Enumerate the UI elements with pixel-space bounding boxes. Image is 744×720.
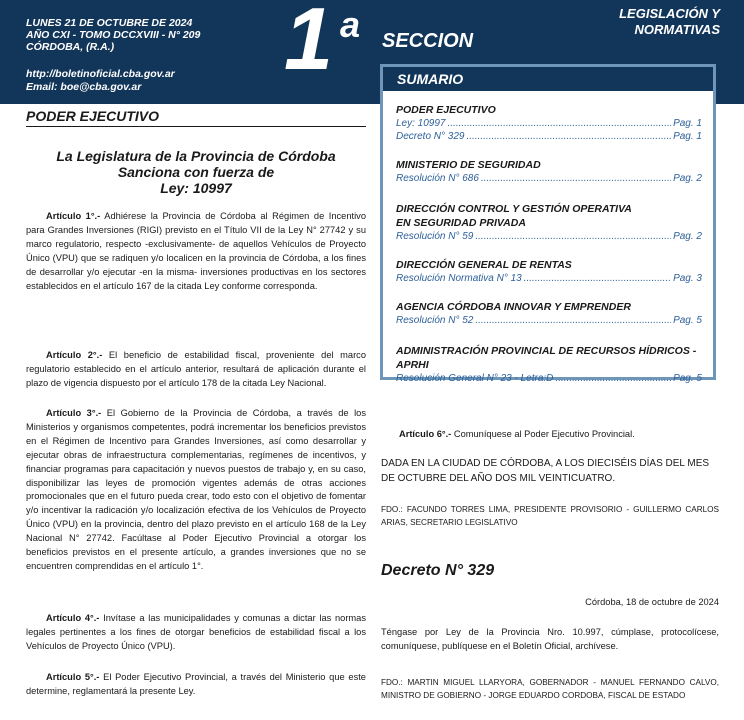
summary-section-heading: EN SEGURIDAD PRIVADA xyxy=(396,217,526,229)
dot-leader xyxy=(555,372,671,385)
summary-entry-page[interactable]: Pag. 1 xyxy=(673,118,702,129)
summary-entry[interactable] xyxy=(396,117,702,130)
summary-section xyxy=(396,300,702,327)
summary-section-heading: PODER EJECUTIVO xyxy=(396,104,496,116)
article-label: Artículo 6°.- xyxy=(399,429,452,439)
summary-entry-page[interactable]: Pag. 2 xyxy=(673,173,702,184)
article-text: El beneficio de estabilidad fiscal, proveniente del marco regulatorio establecido en el artículo anterior, resultará de aplicación durante el plazo de vigencia dispuesto por el artículo 178 de la citada Ley Nacional. xyxy=(26,350,366,388)
category-label xyxy=(520,6,720,38)
contact-links xyxy=(26,68,175,94)
decreto-text: Téngase por Ley de la Provincia Nro. 10.997, cúmplase, protocolícese, comuníquese, publíquese en el Boletín Oficial, archívese. xyxy=(381,627,719,651)
dot-leader xyxy=(481,172,671,185)
summary-section xyxy=(396,158,702,185)
summary-section-heading: DIRECCIÓN CONTROL Y GESTIÓN OPERATIVA xyxy=(396,203,632,215)
summary-section xyxy=(396,344,702,385)
summary-section xyxy=(396,258,702,285)
dot-leader xyxy=(475,314,671,327)
edition-city: CÓRDOBA, (R.A.) xyxy=(26,41,115,53)
summary-section xyxy=(396,202,702,243)
article-text: Invítase a las municipalidades y comunas a dictar las normas legales pertinentes a los fines de otorgar beneficios de estabilidad fiscal a los Vehículos de Proyecto Único (VPU). xyxy=(26,613,366,651)
summary-section-heading: MINISTERIO DE SEGURIDAD xyxy=(396,159,541,171)
summary-entry[interactable] xyxy=(396,172,702,185)
summary-entry[interactable] xyxy=(396,272,702,285)
summary-entry-page[interactable]: Pag. 2 xyxy=(673,231,702,242)
article-text: El Gobierno de la Provincia de Córdoba, a través de los Ministerios y organismos competentes, podrá incrementar los beneficios previstos en el Régimen de Incentivo para Grandes Inversiones, así como desarrollar y ejecutar obras de infraestructura complementarias, regímenes de incentivos, y financiar programas para capacitación y nuevos puestos de trabajo y, en su caso, disponibilizar las leyes de promoción vigentes además de otras acciones promocionales que en el futuro pueda crear, todo esto con el objetivo de fomentar y/o incentivar la radicación y/o localización efectiva de los Vehículos de Proyecto Único (VPU) en la provincia, dentro del plazo previsto en el artículo 168 de la Ley Nacional N° 27742. Facúltase al Poder Ejecutivo Provincial a otorgar los beneficios previstos en el presente artículo, a grandes inversiones que no se encuentren comprendidas en el artículo 1°. xyxy=(26,408,366,571)
law-heading-line-2: Sanciona con fuerza de xyxy=(117,164,275,180)
summary-section xyxy=(396,103,702,143)
summary-entry-label[interactable]: Resolución Normativa N° 13 xyxy=(396,273,522,284)
article-label: Artículo 3°.- xyxy=(46,408,102,418)
summary-box xyxy=(380,64,716,384)
summary-entry[interactable] xyxy=(396,230,702,243)
dot-leader xyxy=(448,117,672,130)
article-label: Artículo 2°.- xyxy=(46,350,103,360)
article-1 xyxy=(26,210,366,293)
article-6 xyxy=(381,428,719,442)
article-2 xyxy=(26,349,366,391)
summary-entry-page[interactable]: Pag. 3 xyxy=(673,273,702,284)
law-heading-line-3: Ley: 10997 xyxy=(160,180,232,196)
summary-entry-page[interactable]: Pag. 1 xyxy=(673,131,702,142)
section-heading: PODER EJECUTIVO xyxy=(26,108,366,127)
article-4 xyxy=(26,612,366,654)
article-label: Artículo 1°.- xyxy=(46,211,101,221)
summary-section-heading: AGENCIA CÓRDOBA INNOVAR Y EMPRENDER xyxy=(396,301,631,313)
summary-entry-label[interactable]: Decreto N° 329 xyxy=(396,131,465,142)
summary-entry-label[interactable]: Resolución N° 686 xyxy=(396,173,479,184)
dot-leader xyxy=(475,230,671,243)
article-5 xyxy=(26,671,366,699)
summary-entry[interactable] xyxy=(396,372,702,385)
summary-entry[interactable] xyxy=(396,130,702,143)
website-link[interactable]: http://boletinoficial.cba.gov.ar xyxy=(26,68,175,80)
dado-text: DADA EN LA CIUDAD DE CÓRDOBA, A LOS DIECISÉIS DÍAS DEL MES DE OCTUBRE DEL AÑO DOS MIL VEINTICUATRO. xyxy=(381,458,710,484)
decreto-date: Córdoba, 18 de octubre de 2024 xyxy=(585,597,719,607)
section-number: 1 xyxy=(284,0,330,88)
article-text: Comuníquese al Poder Ejecutivo Provincial. xyxy=(451,429,635,439)
summary-entry-page[interactable]: Pag. 5 xyxy=(673,315,702,326)
category-line-2: NORMATIVAS xyxy=(634,22,720,37)
section-number-superscript: a xyxy=(340,4,361,45)
summary-entry-label[interactable]: Ley: 10997 xyxy=(396,118,446,129)
edition-tomo: AÑO CXI - TOMO DCCXVIII - N° 209 xyxy=(26,29,201,41)
article-text: El Poder Ejecutivo Provincial, a través del Ministerio que este determine, reglamentará la presente Ley. xyxy=(26,672,366,696)
article-label: Artículo 5°.- xyxy=(46,672,100,682)
edition-info xyxy=(26,17,200,53)
summary-entry-page[interactable]: Pag. 5 xyxy=(673,373,702,384)
dot-leader xyxy=(466,130,671,143)
dot-leader xyxy=(524,272,671,285)
category-line-1: LEGISLACIÓN Y xyxy=(619,6,720,21)
signatures-2: FDO.: MARTIN MIGUEL LLARYORA, GOBERNADOR - MANUEL FERNANDO CALVO, MINISTRO DE GOBIERNO - JORGE EDUARDO CORDOBA, FISCAL DE ESTADO xyxy=(381,678,719,700)
law-heading-line-1: La Legislatura de la Provincia de Córdoba xyxy=(56,148,336,164)
signatures-1: FDO.: FACUNDO TORRES LIMA, PRESIDENTE PROVISORIO - GUILLERMO CARLOS ARIAS, SECRETARIO LEGISLATIVO xyxy=(381,505,719,527)
summary-entry-label[interactable]: Resolución General N° 23 - Letra:D xyxy=(396,373,554,384)
summary-title: SUMARIO xyxy=(383,67,713,91)
summary-entry-label[interactable]: Resolución N° 59 xyxy=(396,231,474,242)
article-label: Artículo 4°.- xyxy=(46,613,100,623)
summary-section-heading: ADMINISTRACIÓN PROVINCIAL DE RECURSOS HÍDRICOS - APRHI xyxy=(396,345,697,371)
summary-entry-label[interactable]: Resolución N° 52 xyxy=(396,315,474,326)
article-3 xyxy=(26,407,366,574)
edition-date: LUNES 21 DE OCTUBRE DE 2024 xyxy=(26,17,193,29)
summary-entry[interactable] xyxy=(396,314,702,327)
law-heading xyxy=(26,148,366,196)
article-text: Adhiérese la Provincia de Córdoba al Régimen de Incentivo para Grandes Inversiones (RIGI) previsto en el Título VII de la Ley N° 27742 y su marco regulatorio, respecto -exclusivamente- de aquellos Vehículos de Proyecto Único (VPU) que se radiquen y/o localicen en la provincia de Córdoba, a los fines de desarrollar y/o ejecutar -en la misma- inversiones productivas en los sectores establecidos en el artículo 167 de la citada Ley conforme corresponda. xyxy=(26,211,366,291)
email-link[interactable]: Email: boe@cba.gov.ar xyxy=(26,81,142,93)
decreto-title: Decreto N° 329 xyxy=(381,562,495,579)
section-label: SECCION xyxy=(382,30,474,52)
summary-section-heading: DIRECCIÓN GENERAL DE RENTAS xyxy=(396,259,572,271)
